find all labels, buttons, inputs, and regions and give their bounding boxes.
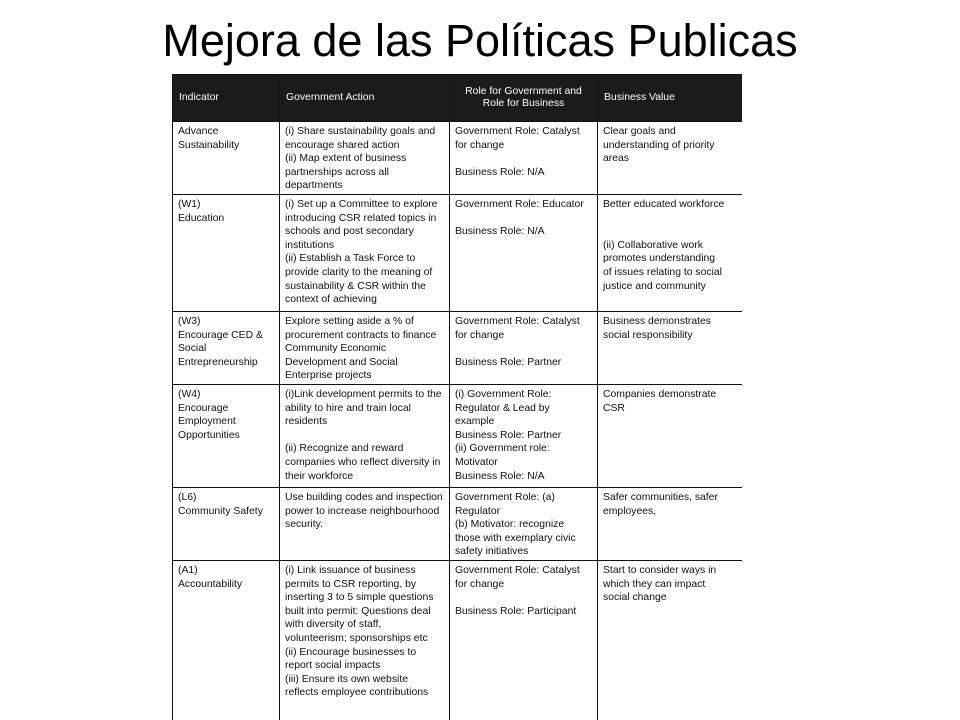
- cell-line: Safer communities, safer: [603, 492, 718, 503]
- header-indicator: Indicator: [173, 75, 280, 122]
- indicator-cell: [173, 560, 280, 720]
- indicator-cell: [173, 312, 280, 385]
- cell-line: Advance: [178, 126, 219, 137]
- cell-line: Regulator: [455, 505, 501, 517]
- government-action-cell: [280, 195, 450, 312]
- government-action-cell: [280, 488, 450, 561]
- cell-line: understanding of priority: [603, 139, 715, 151]
- cell-line: permits to CSR reporting, by: [285, 578, 417, 590]
- table-row: [173, 122, 743, 195]
- cell-line: companies who reflect diversity in: [285, 456, 441, 468]
- cell-line: procurement contracts to finance: [285, 329, 437, 341]
- cell-line: with diversity of staff,: [285, 619, 382, 631]
- header-business-value: Business Value: [598, 75, 743, 122]
- table-header-row: [173, 75, 743, 122]
- role-cell: [450, 195, 598, 312]
- slide-title: Mejora de las Políticas Publicas: [162, 15, 798, 66]
- cell-line: Encourage CED &: [178, 329, 263, 341]
- cell-line: departments: [285, 180, 343, 192]
- cell-line: (ii) Collaborative work: [603, 239, 703, 251]
- cell-line: reflects employee contributions: [285, 687, 429, 699]
- cell-line: [455, 212, 593, 226]
- cell-line: employees,: [603, 505, 657, 517]
- role-cell: [450, 385, 598, 488]
- cell-line: social change: [603, 592, 667, 604]
- policy-table: [172, 74, 742, 720]
- cell-line: inserting 3 to 5 simple questions: [285, 592, 434, 604]
- indicator-cell: [173, 385, 280, 488]
- cell-line: introducing CSR related topics in: [285, 212, 437, 224]
- cell-line: of issues relating to social: [603, 266, 722, 278]
- cell-line: [455, 591, 593, 605]
- cell-line: for change: [455, 139, 505, 151]
- cell-line: schools and post secondary: [285, 226, 414, 238]
- indicator-cell: [173, 122, 280, 195]
- cell-line: (i) Set up a Committee to explore: [285, 199, 438, 210]
- cell-line: Business Role: N/A: [455, 166, 545, 178]
- cell-line: (i) Government Role:: [455, 389, 552, 400]
- cell-line: their workforce: [285, 470, 354, 482]
- cell-line: context of achieving: [285, 294, 377, 306]
- cell-line: for change: [455, 329, 505, 341]
- business-value-cell: [598, 560, 743, 720]
- government-action-cell: [280, 312, 450, 385]
- cell-line: Education: [178, 212, 225, 224]
- cell-line: (ii) Encourage businesses to: [285, 646, 417, 658]
- cell-line: Business Role: N/A: [455, 470, 545, 482]
- cell-line: Business demonstrates: [603, 316, 712, 327]
- cell-line: [455, 342, 593, 356]
- cell-line: Encourage: [178, 402, 229, 414]
- indicator-cell: [173, 195, 280, 312]
- business-value-cell: [598, 195, 743, 312]
- cell-line: Government Role: Catalyst: [455, 316, 580, 327]
- cell-line: residents: [285, 416, 328, 428]
- indicator-cell: [173, 488, 280, 561]
- cell-line: those with exemplary civic: [455, 532, 576, 544]
- cell-line: Business Role: Partner: [455, 429, 562, 441]
- cell-line: Explore setting aside a % of: [285, 316, 414, 327]
- business-value-cell: [598, 312, 743, 385]
- cell-line: institutions: [285, 239, 335, 251]
- role-cell: [450, 122, 598, 195]
- cell-line: Companies demonstrate: [603, 389, 717, 400]
- cell-line: (b) Motivator: recognize: [455, 519, 565, 531]
- csr-indicators-table: [172, 74, 742, 720]
- role-cell: [450, 560, 598, 720]
- cell-line: power to increase neighbourhood: [285, 505, 440, 517]
- cell-line: Regulator & Lead by: [455, 402, 550, 414]
- cell-line: (W1): [178, 199, 201, 210]
- cell-line: social responsibility: [603, 329, 693, 341]
- cell-line: which they can impact: [603, 578, 706, 590]
- cell-line: Sustainability: [178, 139, 240, 151]
- header-roles: Role for Government and Role for Business: [450, 75, 598, 122]
- cell-line: (ii) Recognize and reward: [285, 443, 404, 455]
- cell-line: Opportunities: [178, 429, 240, 441]
- cell-line: encourage shared action: [285, 139, 400, 151]
- role-cell: [450, 312, 598, 385]
- cell-line: safety initiatives: [455, 546, 529, 558]
- cell-line: Business Role: N/A: [455, 226, 545, 238]
- government-action-cell: [280, 122, 450, 195]
- cell-line: built into permit: Questions deal: [285, 605, 431, 617]
- cell-line: Clear goals and: [603, 126, 676, 137]
- cell-line: (i) Link issuance of business: [285, 564, 416, 576]
- cell-line: justice and community: [603, 280, 706, 292]
- cell-line: Enterprise projects: [285, 370, 372, 382]
- header-government-action: Government Action: [280, 75, 450, 122]
- cell-line: example: [455, 416, 495, 428]
- role-cell: [450, 488, 598, 561]
- cell-line: CSR: [603, 402, 625, 414]
- cell-line: Government Role: Catalyst: [455, 564, 580, 576]
- cell-line: (ii) Government role:: [455, 443, 550, 455]
- table-row: [173, 312, 743, 385]
- cell-line: Employment: [178, 416, 236, 428]
- cell-line: (iii) Ensure its own website: [285, 673, 408, 685]
- cell-line: Government Role: (a): [455, 492, 555, 503]
- cell-line: areas: [603, 153, 629, 165]
- table-row: [173, 385, 743, 488]
- cell-line: (W3): [178, 316, 201, 327]
- cell-line: (ii) Map extent of business: [285, 153, 407, 165]
- cell-line: ability to hire and train local: [285, 402, 411, 414]
- cell-line: (i) Share sustainability goals and: [285, 126, 436, 137]
- government-action-cell: [280, 385, 450, 488]
- business-value-cell: [598, 385, 743, 488]
- cell-line: Development and Social: [285, 356, 398, 368]
- cell-line: Business Role: Participant: [455, 605, 577, 617]
- government-action-cell: [280, 560, 450, 720]
- cell-line: Government Role: Educator: [455, 199, 584, 210]
- cell-line: [455, 152, 593, 166]
- cell-line: sustainability & CSR within the: [285, 280, 426, 292]
- cell-line: Start to consider ways in: [603, 564, 717, 576]
- table-row: [173, 195, 743, 312]
- cell-line: security.: [285, 519, 323, 531]
- cell-line: Community Safety: [178, 505, 263, 517]
- cell-line: [603, 212, 738, 226]
- cell-line: Government Role: Catalyst: [455, 126, 580, 137]
- table-row: [173, 560, 743, 720]
- cell-line: (L6): [178, 492, 197, 503]
- cell-line: Better educated workforce: [603, 199, 725, 210]
- cell-line: Use building codes and inspection: [285, 492, 443, 503]
- cell-line: (W4): [178, 389, 201, 400]
- cell-line: [603, 225, 738, 239]
- cell-line: provide clarity to the meaning of: [285, 266, 433, 278]
- cell-line: Business Role: Partner: [455, 356, 562, 368]
- cell-line: Social: [178, 343, 207, 355]
- cell-line: (A1): [178, 564, 198, 576]
- cell-line: (i)Link development permits to the: [285, 389, 442, 400]
- cell-line: Entrepreneurship: [178, 356, 258, 368]
- cell-line: promotes understanding: [603, 253, 716, 265]
- business-value-cell: [598, 488, 743, 561]
- cell-line: [285, 429, 445, 443]
- cell-line: report social impacts: [285, 660, 381, 672]
- cell-line: (ii) Establish a Task Force to: [285, 253, 416, 265]
- business-value-cell: [598, 122, 743, 195]
- cell-line: volunteerism; sponsorships etc: [285, 632, 428, 644]
- cell-line: partnerships across all: [285, 166, 389, 178]
- cell-line: for change: [455, 578, 505, 590]
- cell-line: Accountability: [178, 578, 243, 590]
- table-row: [173, 488, 743, 561]
- cell-line: Motivator: [455, 456, 498, 468]
- cell-line: Community Economic: [285, 343, 387, 355]
